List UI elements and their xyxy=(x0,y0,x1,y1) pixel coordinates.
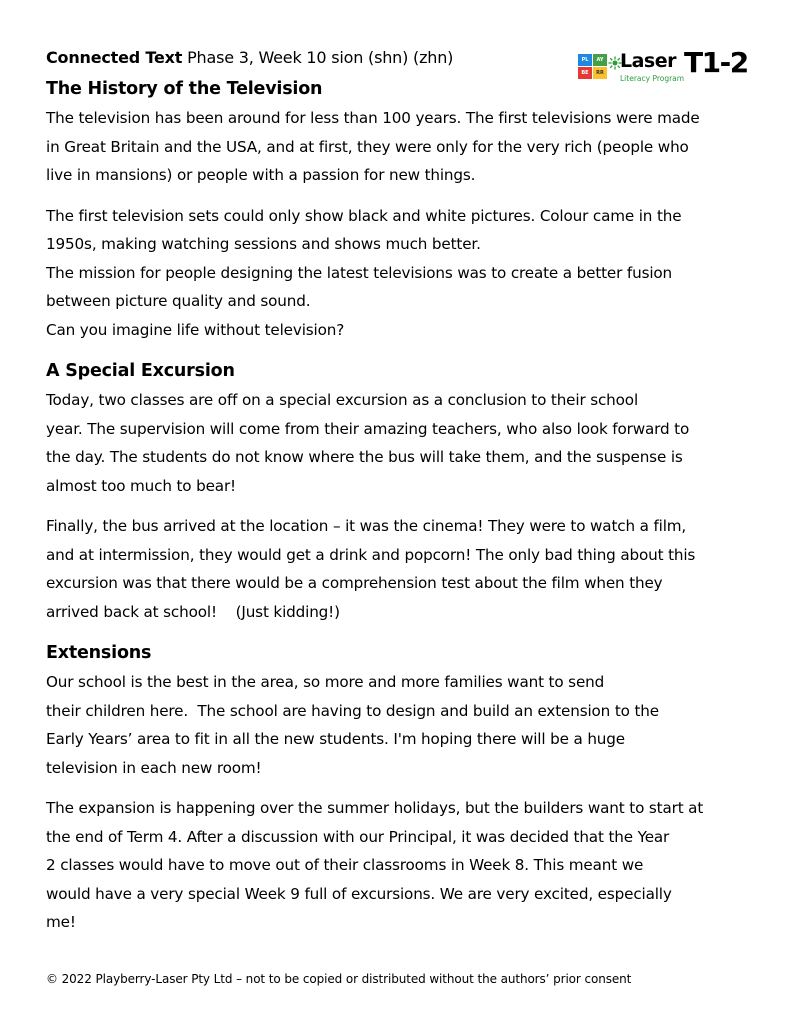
text-line: their children here. The school are having to design and build an extension to the xyxy=(46,701,659,720)
text-line: television in each new room! xyxy=(46,758,262,777)
text-line: 1950s, making watching sessions and shows much better. xyxy=(46,235,481,253)
text-line: year. The supervision will come from their amazing teachers, who also look forward to xyxy=(46,419,690,438)
text-line: between picture quality and sound. xyxy=(46,292,311,310)
text-line: the day. The students do not know where the bus will take them, and the suspense is xyxy=(46,448,683,466)
section-excursion xyxy=(46,358,758,626)
logo-level: T1-2 xyxy=(684,46,748,79)
section-title: A Special Excursion xyxy=(46,361,235,381)
paragraph xyxy=(46,104,758,190)
text-line: would have a very special Week 9 full of excursions. We are very excited, especially xyxy=(46,884,672,903)
playberry-grid-icon xyxy=(578,54,608,80)
copyright-footer: © 2022 Playberry-Laser Pty Ltd – not to be copied or distributed without the authors’ prior consent xyxy=(46,972,632,986)
section-title: Extensions xyxy=(46,643,152,663)
text-line: Today, two classes are off on a special excursion as a conclusion to their school xyxy=(46,391,639,409)
section-history xyxy=(46,76,758,344)
logo-subtitle: Literacy Program xyxy=(620,74,685,83)
text-line: arrived back at school! (Just kidding!) xyxy=(46,602,340,621)
paragraph xyxy=(46,668,758,782)
text-line: and at intermission, they would get a drink and popcorn! The only bad thing about this xyxy=(46,545,696,564)
text-line: Can you imagine life without television? xyxy=(46,320,345,339)
document-page xyxy=(46,46,758,937)
paragraph xyxy=(46,386,758,500)
text-line: live in mansions) or people with a passion for new things. xyxy=(46,166,476,184)
text-line: excursion was that there would be a comprehension test about the film when they xyxy=(46,574,663,592)
text-line: The television has been around for less than 100 years. The first televisions were made xyxy=(46,109,700,127)
text-line: the end of Term 4. After a discussion with our Principal, it was decided that the Year xyxy=(46,827,670,846)
text-line: The expansion is happening over the summer holidays, but the builders want to start at xyxy=(46,799,704,817)
text-line: almost too much to bear! xyxy=(46,476,236,495)
section-title: The History of the Television xyxy=(46,79,323,99)
grid-cell: PL xyxy=(578,54,592,66)
text-line: Finally, the bus arrived at the location – it was the cinema! They were to watch a film, xyxy=(46,517,687,535)
header-label: Connected Text xyxy=(46,48,183,67)
text-line: Our school is the best in the area, so more and more families want to send xyxy=(46,673,605,691)
text-line: 2 classes would have to move out of their classrooms in Week 8. This meant we xyxy=(46,856,644,874)
text-line: The first television sets could only show black and white pictures. Colour came in the xyxy=(46,206,682,225)
paragraph xyxy=(46,512,758,626)
logo-wordmark: Laser xyxy=(620,50,676,72)
text-line: me! xyxy=(46,913,76,931)
header-phase-info: Phase 3, Week 10 sion (shn) (zhn) xyxy=(182,48,454,67)
grid-cell: BE xyxy=(578,67,592,79)
text-line: in Great Britain and the USA, and at first, they were only for the very rich (people who xyxy=(46,137,689,156)
laser-logo xyxy=(578,46,748,86)
paragraph xyxy=(46,202,758,345)
grid-cell: RR xyxy=(593,67,607,79)
paragraph xyxy=(46,794,758,937)
text-line: The mission for people designing the latest televisions was to create a better fusion xyxy=(46,263,673,282)
text-line: Early Years’ area to fit in all the new students. I'm hoping there will be a huge xyxy=(46,730,625,748)
grid-cell: AY xyxy=(593,54,607,66)
section-extensions xyxy=(46,640,758,937)
